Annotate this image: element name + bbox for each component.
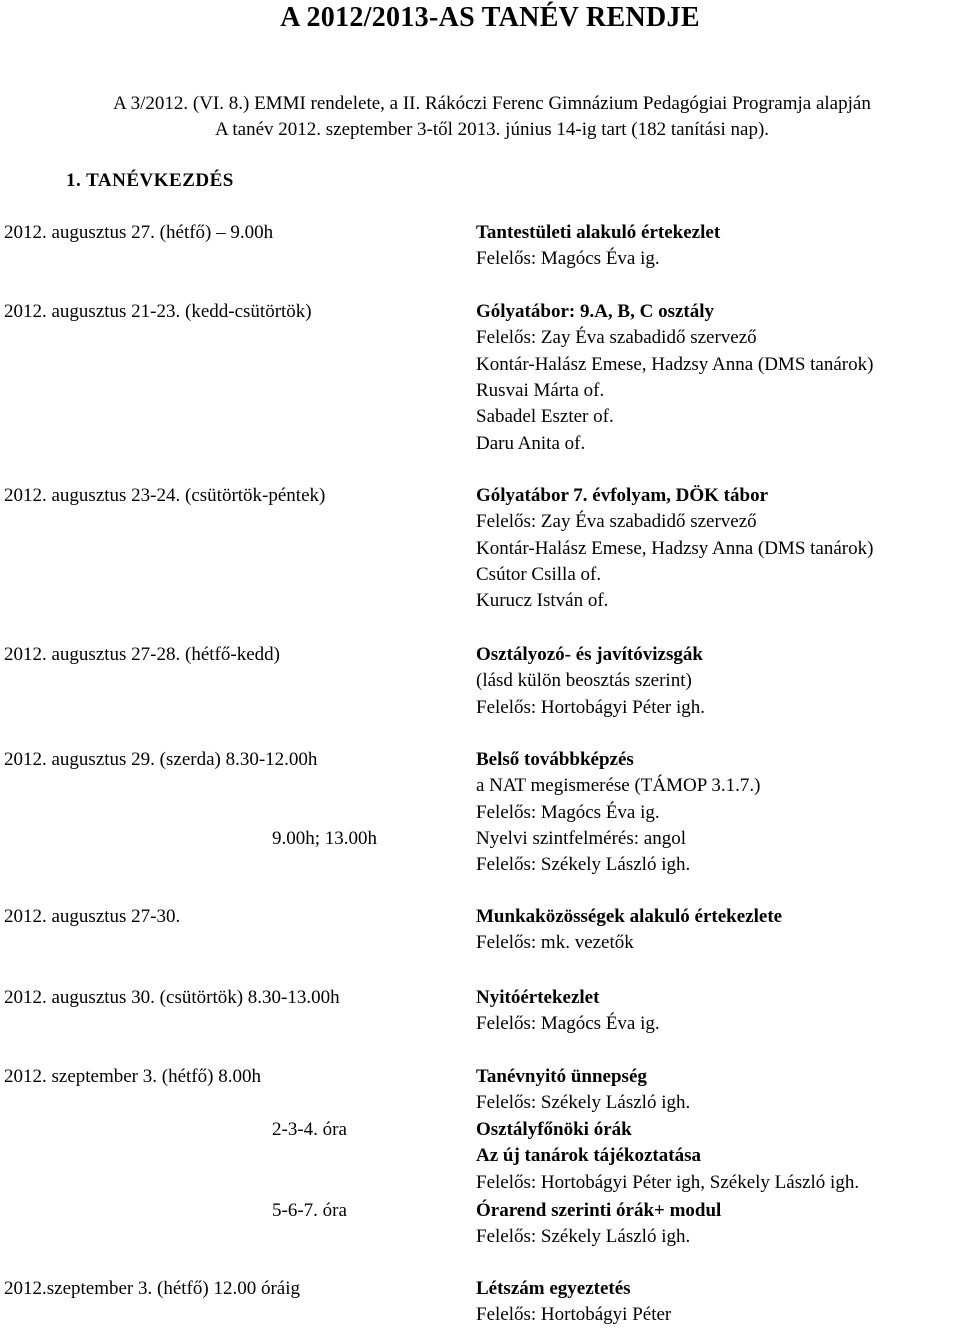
entry-detail: Felelős: Székely László igh.: [476, 854, 691, 876]
entry-event-title: Nyitóértekezlet: [476, 987, 600, 1008]
entry-date: 2012.szeptember 3. (hétfő) 12.00 óráig: [4, 1278, 300, 1299]
entry-detail: Felelős: Zay Éva szabadidő szervező: [476, 511, 757, 533]
entry-event-title: Tanévnyitó ünnepség: [476, 1066, 647, 1087]
entry-event-title: Osztályozó- és javítóvizsgák: [476, 644, 703, 665]
entry-event-title: Gólyatábor: 9.A, B, C osztály: [476, 301, 715, 322]
entry-event-title: Létszám egyeztetés: [476, 1278, 631, 1299]
entry-detail: Felelős: Hortobágyi Péter: [476, 1304, 672, 1326]
entry-event-title: Osztályfőnöki órák: [476, 1119, 632, 1140]
entry-date: 2012. augusztus 30. (csütörtök) 8.30-13.00h: [4, 987, 340, 1008]
entry-detail: Kontár-Halász Emese, Hadzsy Anna (DMS tanárok): [476, 353, 874, 375]
entry-detail: a NAT megismerése (TÁMOP 3.1.7.): [476, 775, 761, 797]
entry-detail: Felelős: Hortobágyi Péter igh, Székely László igh.: [476, 1171, 860, 1193]
intro-line-1: A 3/2012. (VI. 8.) EMMI rendelete, a II. Rákóczi Ferenc Gimnázium Pedagógiai Programja alapján: [113, 93, 871, 114]
entry-detail: Sabadel Eszter of.: [476, 406, 614, 428]
entry-date: 9.00h; 13.00h: [272, 828, 378, 849]
entry-detail: Daru Anita of.: [476, 432, 586, 454]
entry-date: 2012. augusztus 27. (hétfő) – 9.00h: [4, 222, 274, 243]
entry-detail: Felelős: Magócs Éva ig.: [476, 1013, 660, 1035]
section-heading: 1. TANÉVKEZDÉS: [66, 170, 234, 191]
entry-detail: Nyelvi szintfelmérés: angol: [476, 828, 686, 849]
entry-date: 2-3-4. óra: [272, 1119, 347, 1140]
entry-detail: Kurucz István of.: [476, 590, 609, 612]
entry-detail: Felelős: Hortobágyi Péter igh.: [476, 696, 706, 718]
entry-detail: (lásd külön beosztás szerint): [476, 670, 692, 692]
entry-date: 2012. augusztus 27-28. (hétfő-kedd): [4, 644, 280, 665]
intro-line-2: A tanév 2012. szeptember 3-től 2013. június 14-ig tart (182 tanítási nap).: [214, 119, 770, 140]
entry-date: 2012. augusztus 29. (szerda) 8.30-12.00h: [4, 749, 318, 770]
entry-detail: Felelős: Székely László igh.: [476, 1226, 691, 1248]
entry-date: 2012. augusztus 27-30.: [4, 906, 181, 927]
entry-date: 5-6-7. óra: [272, 1200, 347, 1221]
entry-event-title: Belső továbbképzés: [476, 749, 634, 770]
entry-detail: Csútor Csilla of.: [476, 563, 602, 585]
entry-detail: Felelős: Székely László igh.: [476, 1092, 691, 1114]
entry-detail: Kontár-Halász Emese, Hadzsy Anna (DMS tanárok): [476, 537, 874, 559]
entry-detail: Felelős: mk. vezetők: [476, 932, 634, 954]
entry-event-title: Munkaközösségek alakuló értekezlete: [476, 906, 783, 927]
page-title: A 2012/2013-AS TANÉV RENDJE: [280, 2, 700, 33]
entry-event-title: Az új tanárok tájékoztatása: [476, 1145, 701, 1167]
entry-date: 2012. augusztus 23-24. (csütörtök-péntek): [4, 485, 326, 506]
entry-event-title: Órarend szerinti órák+ modul: [476, 1200, 722, 1221]
entry-detail: Felelős: Zay Éva szabadidő szervező: [476, 327, 757, 349]
entry-date: 2012. szeptember 3. (hétfő) 8.00h: [4, 1066, 261, 1087]
entry-event-title: Tantestületi alakuló értekezlet: [476, 222, 721, 243]
entry-event-title: Gólyatábor 7. évfolyam, DÖK tábor: [476, 485, 769, 506]
entry-date: 2012. augusztus 21-23. (kedd-csütörtök): [4, 301, 312, 322]
entry-detail: Rusvai Márta of.: [476, 379, 605, 401]
entry-detail: Felelős: Magócs Éva ig.: [476, 248, 660, 270]
entry-detail: Felelős: Magócs Éva ig.: [476, 801, 660, 823]
